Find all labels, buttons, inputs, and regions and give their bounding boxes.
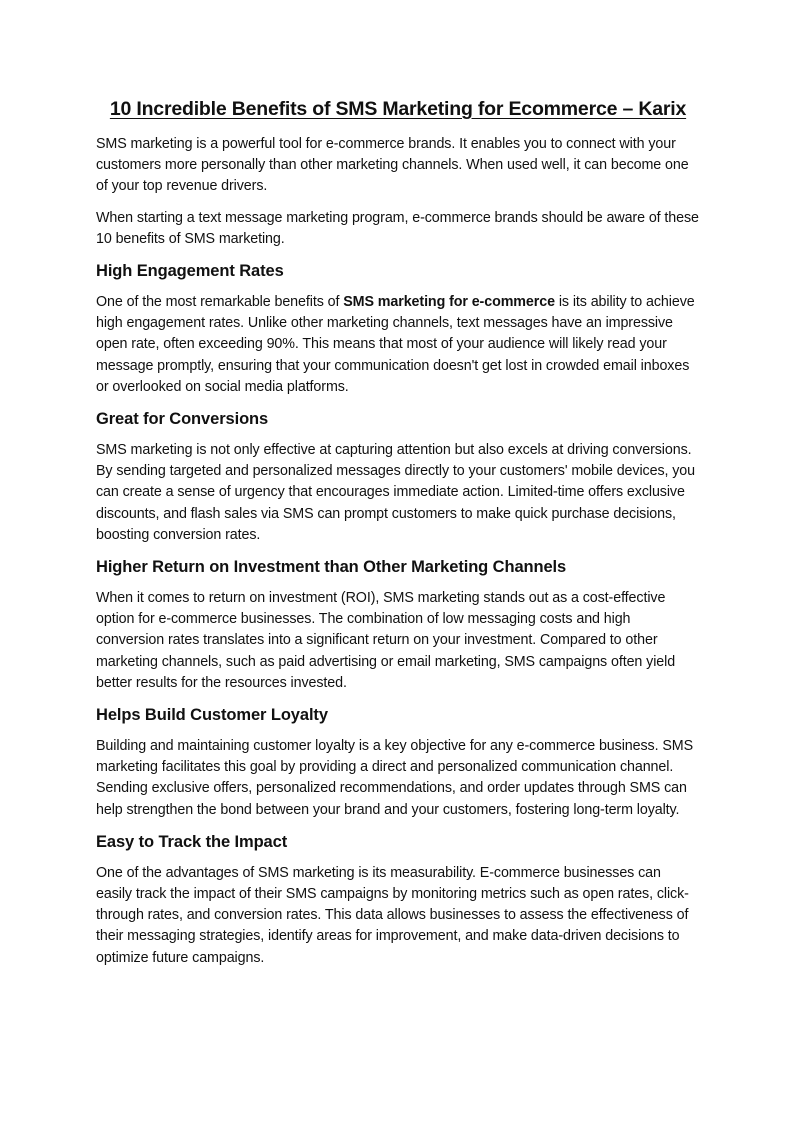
document-page [96, 96, 700, 979]
section-paragraph [96, 292, 700, 398]
section-high-engagement [96, 260, 700, 398]
section-track-impact [96, 831, 700, 969]
section-heading: Higher Return on Investment than Other Marketing Channels [96, 558, 567, 577]
section-text-before: One of the most remarkable benefits of [96, 294, 344, 311]
section-paragraph: Building and maintaining customer loyalty is a key objective for any e-commerce business. SMS marketing facilitates this goal by providing a direct and personalized communication channel. Sending exclusive offers, personalized recommendations, and order updates through SMS can help strengthen the bond between your brand and your customers, fostering long-term loyalty. [96, 738, 694, 818]
section-paragraph: One of the advantages of SMS marketing is its measurability. E-commerce businesses can easily track the impact of their SMS campaigns by monitoring metrics such as open rates, click-through rates, and conversion rates. This data allows businesses to assess the effectiveness of their messaging strategies, identify areas for improvement, and make data-driven decisions to optimize future campaigns. [96, 864, 689, 966]
section-heading: High Engagement Rates [96, 262, 284, 281]
section-conversions [96, 408, 700, 546]
intro-paragraph-1: SMS marketing is a powerful tool for e-commerce brands. It enables you to connect with your customers more personally than other marketing channels. When used well, it can become one of your top revenue drivers. [96, 136, 689, 195]
intro-paragraph-2: When starting a text message marketing program, e-commerce brands should be aware of these 10 benefits of SMS marketing. [96, 209, 699, 247]
section-text-after: is its ability to achieve high engagement rates. Unlike other marketing channels, text messages have an impressive open rate, often exceeding 90%. This means that most of your audience will likely read your message promptly, ensuring that your communication doesn't get lost in crowded email inboxes or overlooked on social media platforms. [96, 294, 695, 395]
section-heading: Easy to Track the Impact [96, 832, 288, 851]
document-title: 10 Incredible Benefits of SMS Marketing for Ecommerce – Karix [109, 98, 687, 120]
section-paragraph: When it comes to return on investment (ROI), SMS marketing stands out as a cost-effective option for e-commerce businesses. The combination of low messaging costs and high conversion rates translates into a significant return on your investment. Compared to other marketing channels, such as paid advertising or email marketing, SMS campaigns often yield better results for the resources invested. [96, 590, 676, 691]
section-heading: Great for Conversions [96, 410, 269, 429]
section-heading: Helps Build Customer Loyalty [96, 706, 328, 725]
section-text-bold: SMS marketing for e-commerce [343, 294, 555, 311]
section-roi [96, 556, 700, 694]
section-loyalty [96, 704, 700, 821]
section-paragraph: SMS marketing is not only effective at capturing attention but also excels at driving conversions. By sending targeted and personalized messages directly to your customers' mobile devices, you can create a sense of urgency that encourages immediate action. Limited-time offers exclusive discounts, and flash sales via SMS can prompt customers to make quick purchase decisions, boosting conversion rates. [96, 442, 695, 543]
